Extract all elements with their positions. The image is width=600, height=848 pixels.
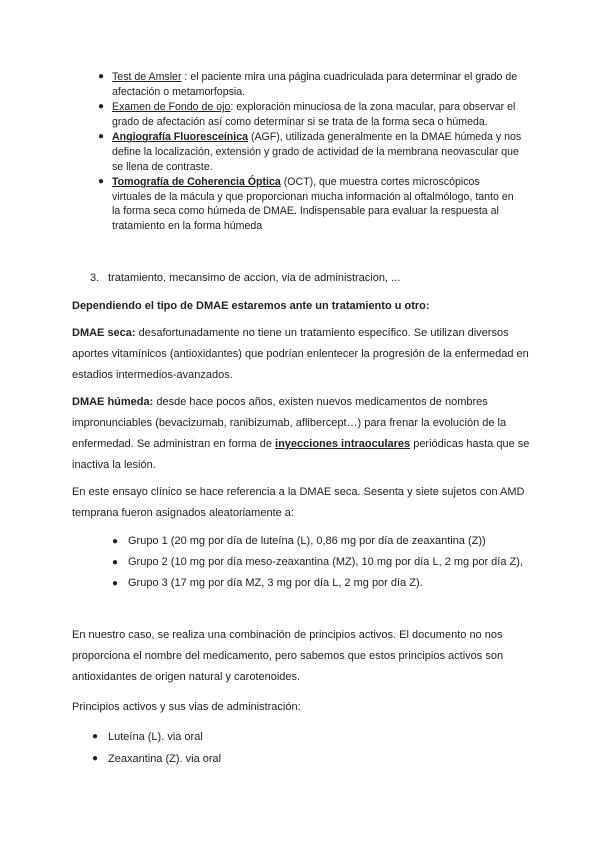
term-fondo-ojo: Examen de Fondo de ojo: [112, 101, 231, 114]
bullet-icon: ●: [112, 557, 119, 568]
bullet-icon: ●: [98, 131, 105, 143]
admin-text: Luteína (L). via oral: [108, 731, 203, 743]
item-text: tratamiento. mecansimo de accion, via de administracion, ...: [108, 272, 401, 284]
list-item-group: [112, 531, 528, 552]
term-tomografia: Tomografía de Coherencia Óptica: [112, 176, 281, 189]
paragraph-our-case: En nuestro caso, se realiza una combinación de principios activos. El documento no nos proporciona el nombre del medicamento, pero sabemos que estos principios activos son antioxidantes de origen natural y carotenoides.: [72, 629, 504, 683]
bullet-icon: ●: [92, 753, 99, 764]
group-text: Grupo 1 (20 mg por día de luteína (L), 0,86 mg por día de zeaxantina (Z)): [128, 535, 486, 547]
desc-tomografia: (OCT), que muestra cortes microscópicos virtuales de la mácula y que proporcionan mucha información al oftalmólogo, tanto en la forma seca como húmeda de DMAE. Indispensable para evaluar la respuesta al tratamiento en la forma húmeda: [112, 176, 514, 232]
paragraph-dmae-seca: [72, 323, 532, 386]
desc-amsler: : el paciente mira una página cuadriculada para determinar el grado de afectación o metamorfopsia.: [112, 71, 518, 98]
group-text: Grupo 3 (17 mg por día MZ, 3 mg por día L, 2 mg por día Z).: [128, 577, 423, 589]
group-text: Grupo 2 (10 mg por día meso-zeaxantina (MZ), 10 mg por día L, 2 mg por día Z),: [128, 556, 523, 568]
text-dmae-humeda-2: periódicas hasta que se inactiva la lesión.: [72, 438, 530, 471]
list-item-admin: [92, 726, 408, 748]
emphasis-inyecciones: inyecciones intraoculares: [275, 438, 411, 450]
term-angiografia: Angiografía Fluoresceínica: [112, 131, 248, 144]
bullet-icon: ●: [98, 101, 105, 113]
text-dmae-humeda-1: desde hace pocos años, existen nuevos medicamentos de nombres impronunciables (bevacizumab, ranibizumab, aflibercept…) para frenar la evolución de la enfermedad. Se administran en forma de: [72, 396, 507, 450]
text-dmae-seca: desafortunadamente no tiene un tratamiento específico. Se utilizan diversos aportes vitamínicos (antioxidantes) que podrían enlentecer la progresión de la enfermedad en estadios intermedios-avanzados.: [72, 327, 529, 381]
groups-list: [112, 531, 528, 594]
paragraph-dmae-humeda: [72, 392, 532, 476]
paragraph-trial-intro: En este ensayo clínico se hace referencia a la DMAE seca. Sesenta y siete sujetos con AMD temprana fueron asignados aleatoriamente a:: [72, 486, 525, 519]
item-number: 3.: [90, 272, 100, 284]
bullet-icon: ●: [92, 731, 99, 742]
list-item-amsler: [98, 70, 522, 99]
admin-text: Zeaxantina (Z). via oral: [108, 753, 222, 765]
administration-list: [92, 726, 408, 770]
term-amsler: Test de Amsler: [112, 71, 182, 83]
list-item-group: [112, 573, 528, 594]
diagnostic-tests-list: [98, 70, 522, 235]
bullet-icon: ●: [98, 176, 105, 188]
paragraph-admin-heading: Principios activos y sus vias de administración:: [72, 701, 301, 713]
section-heading: Dependiendo el tipo de DMAE estaremos ante un tratamiento u otro:: [72, 300, 430, 312]
list-item-group: [112, 552, 528, 573]
bullet-icon: ●: [112, 578, 119, 589]
bullet-icon: ●: [98, 71, 105, 82]
list-item-fondo-ojo: [98, 100, 522, 129]
bullet-icon: ●: [112, 536, 119, 547]
desc-angiografia: (AGF), utilizada generalmente en la DMAE húmeda y nos define la localización, extensión y grado de actividad de la membrana neovascular que se llena de contraste.: [112, 131, 522, 173]
list-item-angiografia: [98, 130, 522, 174]
list-item-tomografia: [98, 175, 522, 233]
label-dmae-humeda: DMAE húmeda:: [72, 396, 154, 408]
list-item-admin: [92, 748, 408, 770]
label-dmae-seca: DMAE seca:: [72, 327, 136, 339]
desc-fondo-ojo: : exploración minuciosa de la zona macular, para observar el grado de afectación así como determinar si se trata de la forma seca o húmeda.: [112, 101, 516, 128]
